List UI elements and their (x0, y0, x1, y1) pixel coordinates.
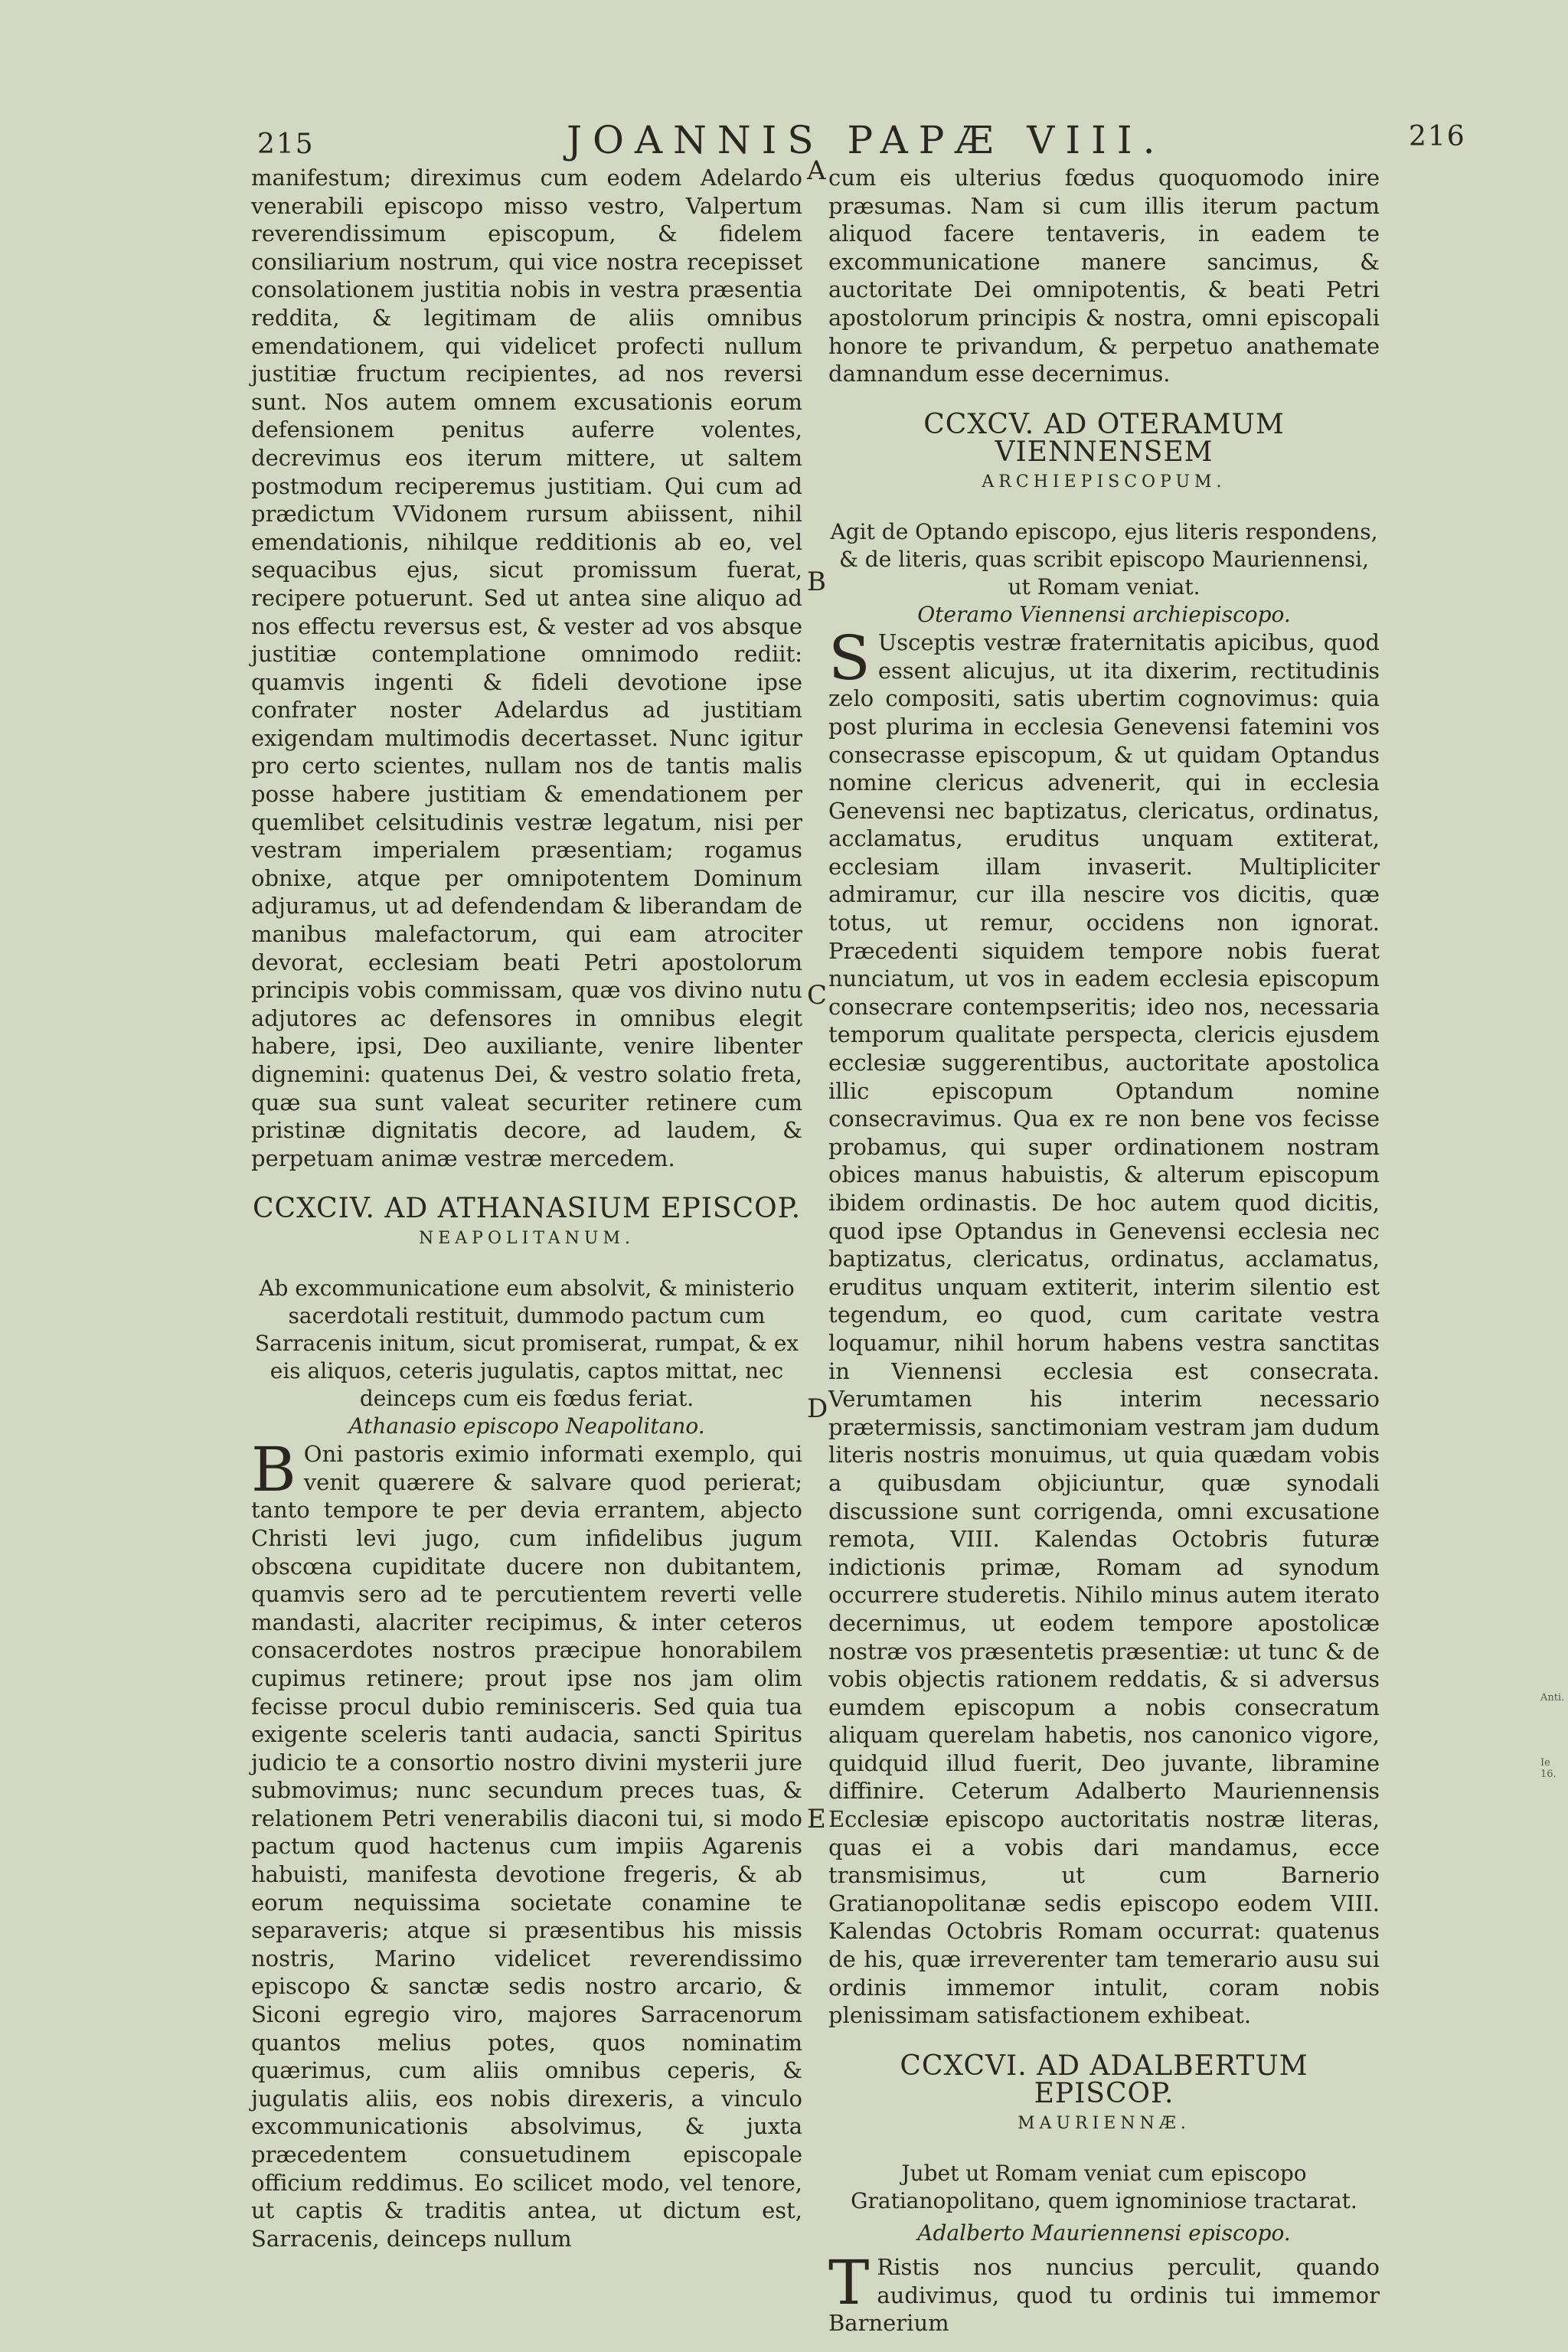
addressee-296: Adalberto Mauriennensi episcopo. (917, 2220, 1291, 2246)
running-head (0, 115, 1568, 168)
letter-295-text: Usceptis vestræ fraternitatis apicibus, quod essent alicujus, ut ita dixerim, rectitudinis zelo compositi, satis ubertim cognovimus: quia post plurima in ecclesia Genevensi fatemini vos consecrasse episcopum, & ut quidam Optandus nomine clericus advenerit, qui in ecclesia Genevensi nec baptizatus, clericatus, ordinatus, acclamatus, eruditus unquam extiterat, ecclesiam illam invaserit. Multipliciter admiramur, cur illa nescire vos dicitis, quæ totus, ut remur, occidens non ignorat. Præcedenti siquidem tempore nobis fuerat nunciatum, ut vos in eadem ecclesia episcopum consecrare contempseritis; ideo nos, necessaria temporum qualitate perspecta, clericis ejusdem ecclesiæ suggerentibus, auctoritate apostolica illic episcopum Optandum nomine consecravimus. Qua ex re non bene vos fecisse probamus, qui super ordinationem nostram obices manus habuistis, & alterum episcopum ibidem ordinastis. De hoc autem quod dicitis, quod ipse Optandus in Genevensi ecclesia nec baptizatus, clericatus, ordinatus, acclamatus, eruditus unquam extiterit, interim silentio est tegendum, eo quod, cum caritate vestra loquamur, nihil horum habens vestra sanctitas in Viennensi ecclesia est consecrata. Verumtamen his interim necessario prætermissis, sanctimoniam vestram jam dudum literis nostris monuimus, ut quia quædam vobis a quibusdam objiciuntur, quæ synodali discussione sunt corrigenda, omni excusatione remota, VIII. Kalendas Octobris futuræ indictionis primæ, Romam ad synodum occurrere studeretis. Nihilo minus autem iterato decernimus, ut eodem tempore apostolicæ nostræ vos præsentetis præsentiæ: ut tunc & de vobis objectis rationem reddatis, & si adversus eumdem episcopum a nobis consecratum aliquam querelam habetis, nos canonico vigore, quidquid illud fuerit, Deo juvante, libramine diffinire. Ceterum Adalberto Mauriennensis Ecclesiæ episcopo auctoritatis nostræ literas, quas ei a vobis dari mandamus, ecce transmisimus, ut cum Barnerio Gratianopolitanæ sedis episcopo eodem VIII. Kalendas Octobris Romam occurrat: quatenus de his, quæ irreverenter tam temerario ausu sui ordinis immemor intulit, coram nobis plenissimam satisfactionem exhibeat. (828, 629, 1380, 2029)
left-column (251, 164, 802, 2252)
letter-296-text: Ristis nos nuncius perculit, quando audivimus, quod tu ordinis tui immemor Barnerium (828, 2254, 1380, 2337)
letter-294-text: Oni pastoris eximio informati exemplo, qui venit quærere & salvare quod perierat; tanto tempore te per devia errantem, abjecto Christi levi jugo, cum infidelibus jugum obscœna cupiditate ducere non dubitantem, quamvis sero ad te percutientem reverti velle mandasti, alacriter recipimus, & inter ceteros consacerdotes nostros præcipue honorabilem cupimus retinere; prout ipse nos jam olim fecisse procul dubio reminisceris. Sed quia tua exigente sceleris tanti audacia, sancti Spiritus judicio te a consortio nostro divini mysterii jure submovimus; nunc secundum preces tuas, & relationem Petri venerabilis diaconi tui, si modo pactum quod hactenus cum impiis Agarenis habuisti, manifesta devotione fregeris, & ab eorum nequissima societate conamine te separaveris; atque si præsentibus his missis nostris, Marino videlicet reverendissimo episcopo & sanctæ sedis nostro arcario, & Siconi egregio viro, majores Sarracenorum quantos melius potes, quos nominatim quærimus, cum aliis omnibus ceperis, & jugulatis aliis, eos nobis direxeris, a vinculo excommunicationis absolvimus, & juxta præcedentem consuetudinem episcopale officium reddimus. Eo scilicet modo, vel tenore, ut captis & traditis antea, ut dictum est, Sarracenis, deinceps nullum (251, 1441, 802, 2252)
right-column (828, 164, 1380, 2337)
letter-294-continuation: cum eis ulterius fœdus quoquomodo inire præsumas. Nam si cum illis iterum pactum aliquod facere tentaveris, in eadem te excommunicatione manere sancimus, & auctoritate Dei omnipotentis, & beati Petri apostolorum principis & nostra, omni episcopali honore te privandum, & perpetuo anathemate damnandum esse decernimus. (828, 165, 1380, 387)
drop-cap: T (828, 2247, 870, 2319)
chapter-heading-295-sub: ARCHIEPISCOPUM. (982, 472, 1227, 492)
chapter-heading-294: CCXCIV. AD ATHANASIUM EPISCOP. (252, 1193, 802, 1225)
left-page-number: 215 (257, 129, 315, 160)
letter-294-body (251, 1434, 802, 2252)
section-marker-b: B (807, 567, 826, 597)
chapter-heading-295: CCXCV. AD OTERAMUM VIENNENSEM (923, 408, 1285, 469)
drop-cap: S (828, 622, 871, 694)
margin-note: Anti. (1540, 1692, 1565, 1704)
section-marker-e: E (807, 1804, 826, 1834)
chapter-summary-296: Jubet ut Romam veniat cum episcopo Gratianopolitano, quem ignominiose tractarat. (851, 2160, 1357, 2213)
chapter-summary-294: Ab excommunicatione eum absolvit, & ministerio sacerdotali restituit, dummodo pactum cum Sarracenis initum, sicut promiserat, rumpat, & ex eis aliquos, ceteris jugulatis, captos mittat, nec deinceps cum eis fœdus feriat. (254, 1275, 799, 1411)
section-marker-c: C (807, 980, 828, 1011)
chapter-heading-294-sub: NEAPOLITANUM. (418, 1228, 635, 1248)
running-title: JOANNIS PAPÆ VIII. (567, 118, 1166, 162)
right-page-number: 216 (1409, 121, 1466, 152)
chapter-summary-295: Agit de Optando episcopo, ejus literis respondens, & de literis, quas scribit episcopo Mauriennensi, ut Romam veniat. (830, 518, 1378, 599)
addressee-295: Oteramo Viennensi archiepiscopo. (917, 601, 1291, 627)
chapter-heading-296: CCXCVI. AD ADALBERTUM EPISCOP. (900, 2050, 1308, 2110)
chapter-heading-296-sub: MAURIENNÆ. (1018, 2114, 1191, 2133)
letter-295-body (828, 622, 1380, 2030)
section-marker-a: A (807, 155, 826, 186)
letter-296-body (828, 2247, 1380, 2337)
margin-note: Ie 16. (1540, 1757, 1557, 1780)
letter-293-continuation: manifestum; direximus cum eodem Adelardo venerabili episcopo misso vestro, Valpertum reverendissimum episcopum, & fidelem consiliarium nostrum, qui vice nostra recepisset consolationem justitia nobis in vestra præsentia reddita, & legitimam de aliis omnibus emendationem, qui videlicet profecti nullum justitiæ fructum recipientes, ad nos reversi sunt. Nos autem omnem excusationis eorum defensionem penitus auferre volentes, decrevimus eos iterum mittere, ut saltem postmodum reciperemus justitiam. Qui cum ad prædictum VVidonem rursum abiissent, nihil emendationis, nihilque redditionis ab eo, vel sequacibus ejus, sicut promissum fuerat, recipere potuerunt. Sed ut antea sine aliquo ad nos effectu reversus est, & vester ad vos absque justitiæ contemplatione omnimodo rediit: quamvis ingenti & fideli devotione ipse confrater noster Adelardus ad justitiam exigendam multimodis decertasset. Nunc igitur pro certo scientes, nullam nos de tantis malis posse habere justitiam & emendationem per quemlibet celsitudinis vestræ legatum, nisi per vestram imperialem præsentiam; rogamus obnixe, atque per omnipotentem Dominum adjuramus, ut ad defendendam & liberandam de manibus malefactorum, qui eam atrociter devorat, ecclesiam beati Petri apostolorum principis vobis commissam, quæ vos divino nutu adjutores ac defensores in omnibus elegit habere, ipsi, Deo auxiliante, venire libenter dignemini: quatenus Dei, & vestro solatio freta, quæ sua sunt valeat securiter retinere cum pristinæ dignitatis decore, ad laudem, & perpetuam animæ vestræ mercedem. (251, 165, 802, 1171)
section-marker-d: D (807, 1393, 828, 1424)
addressee-294: Athanasio episcopo Neapolitano. (348, 1413, 705, 1439)
drop-cap: B (251, 1434, 296, 1506)
